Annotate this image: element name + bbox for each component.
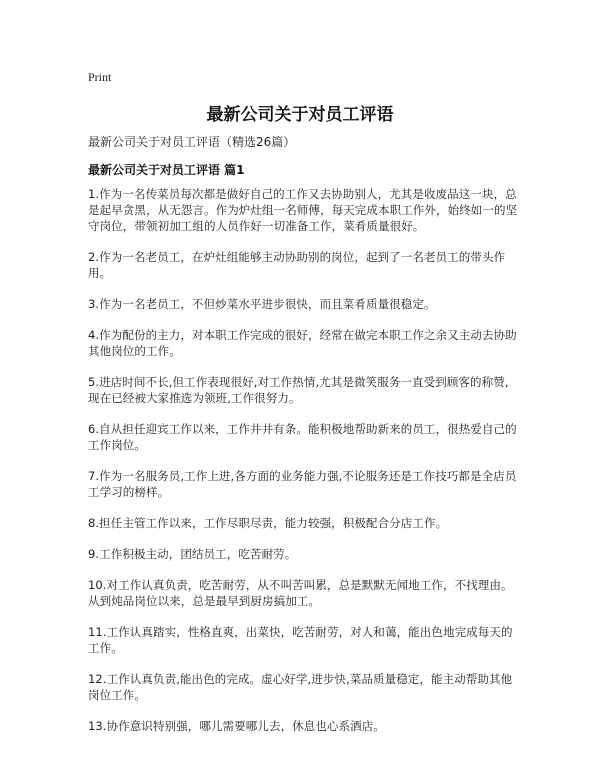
comment-paragraph: 4.作为配份的主力，对本职工作完成的很好，经常在做完本职工作之余又主动去协助其他岗位的工作。 (88, 328, 517, 358)
comment-paragraph: 7.作为一名服务员,工作上进,各方面的业务能力强,不论服务还是工作技巧都是全店员工学习的榜样。 (88, 469, 517, 499)
comment-paragraph: 5.进店时间不长,但工作表现很好,对工作热情,尤其是微笑服务一直受到顾客的称赞,现在已经被大家推选为领班,工作很努力。 (88, 375, 509, 405)
comment-list (88, 186, 518, 749)
document-subtitle: 最新公司关于对员工评语（精选26篇） (88, 135, 296, 149)
comment-paragraph: 12.工作认真负责,能出色的完成。虚心好学,进步快,菜品质量稳定，能主动帮助其他岗位工作。 (88, 672, 513, 702)
print-link[interactable]: Print (88, 70, 112, 84)
section-heading: 最新公司关于对员工评语 篇1 (88, 163, 245, 177)
comment-paragraph: 3.作为一名老员工，不但炒菜水平进步很快，而且菜肴质量很稳定。 (88, 297, 436, 311)
comment-paragraph: 13.协作意识特别强，哪儿需要哪儿去，休息也心系酒店。 (88, 719, 385, 733)
comment-paragraph: 6.自从担任迎宾工作以来，工作井井有条。能积极地帮助新来的员工，很热爱自己的工作岗位。 (88, 422, 517, 452)
comment-paragraph: 8.担任主管工作以来，工作尽职尽责，能力较强，积极配合分店工作。 (88, 516, 448, 530)
comment-paragraph: 9.工作积极主动，团结员工，吃苦耐劳。 (88, 547, 297, 561)
comment-paragraph: 11.工作认真踏实，性格直爽，出菜快，吃苦耐劳，对人和蔼，能出色地完成每天的工作。 (88, 625, 513, 655)
page-title: 最新公司关于对员工评语 (206, 105, 394, 125)
comment-paragraph: 2.作为一名老员工，在炉灶组能够主动协助别的岗位，起到了一名老员工的带头作用。 (88, 250, 506, 280)
comment-paragraph: 10.对工作认真负责，吃苦耐劳，从不叫苦叫累，总是默默无闻地工作，不找理由。从到炖品岗位以来，总是最早到厨房搞加工。 (88, 578, 513, 608)
comment-paragraph: 1.作为一名传菜员每次都是做好自己的工作又去协助别人，尤其是收废品这一块，总是起早贪黑，从无怨言。作为炉灶组一名师傅，每天完成本职工作外，始终如一的坚守岗位，带领初加工组的人员作好一切准备工作，菜肴质量很好。 (88, 187, 518, 233)
